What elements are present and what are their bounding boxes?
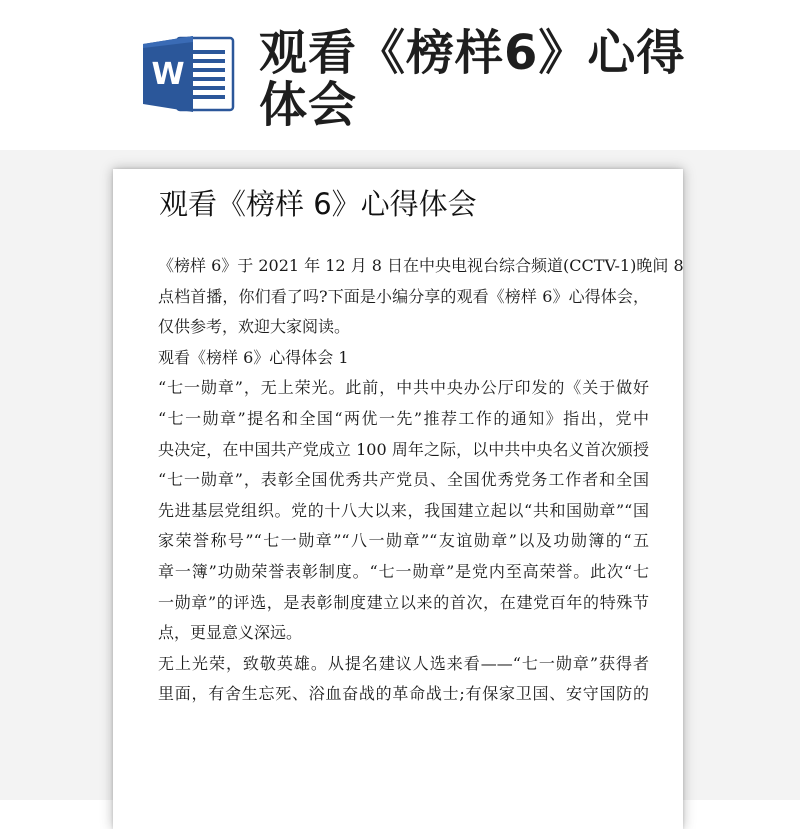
body-line: “七一勋章”，无上荣光。此前，中共中央办公厅印发的《关于做好 [158, 378, 649, 398]
body-line: “七一勋章”，表彰全国优秀共产党员、全国优秀党务工作者和全国 [158, 470, 649, 490]
body-line: 央决定，在中国共产党成立 100 周年之际，以中共中央名义首次颁授 [158, 439, 649, 459]
body-line: 点档首播，你们看了吗?下面是小编分享的观看《榜样 6》心得体会， [158, 286, 649, 306]
body-line: 点，更显意义深远。 [158, 623, 303, 643]
document-page [113, 169, 683, 829]
header-title-line1: 观看《榜样6》心得 [259, 25, 686, 81]
body-line: 里面，有舍生忘死、浴血奋战的革命战士;有保家卫国、安守国防的 [158, 684, 649, 704]
document-body [158, 251, 684, 710]
header-title-line2: 体会 [259, 77, 358, 133]
body-line: 章一簿”功勋荣誉表彰制度。“七一勋章”是党内至高荣誉。此次“七 [158, 561, 649, 581]
body-line: 《榜样 6》于 2021 年 12 月 8 日在中央电视台综合频道(CCTV-1)晚间 8 [158, 256, 684, 275]
svg-text:W: W [151, 57, 185, 92]
section-heading: 观看《榜样 6》心得体会 1 [158, 347, 349, 367]
body-line: 一勋章”的评选，是表彰制度建立以来的首次，在建党百年的特殊节 [158, 592, 649, 612]
body-line: 先进基层党组织。党的十八大以来，我国建立起以“共和国勋章”“国 [158, 500, 649, 520]
body-line: 无上光荣，致敬英雄。从提名建议人选来看——“七一勋章”获得者 [158, 653, 649, 673]
document-title: 观看《榜样 6》心得体会 [159, 187, 477, 221]
body-line: 家荣誉称号”“七一勋章”“八一勋章”“友谊勋章”以及功勋簿的“五 [158, 531, 649, 551]
word-document-icon [141, 34, 235, 114]
body-line: 仅供参考，欢迎大家阅读。 [158, 317, 351, 337]
body-line: “七一勋章”提名和全国“两优一先”推荐工作的通知》指出，党中 [158, 408, 649, 428]
header-title [259, 27, 699, 131]
